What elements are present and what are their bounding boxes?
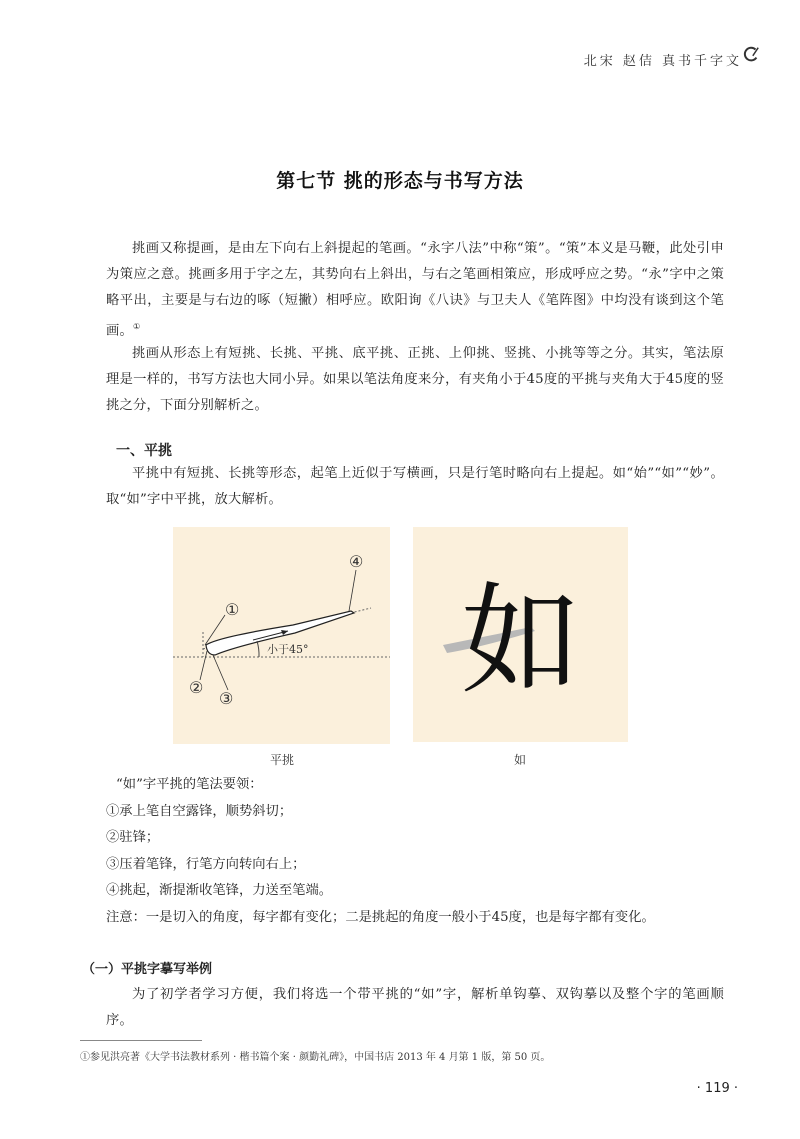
method-intro: “如”字平挑的笔法要领： bbox=[116, 777, 263, 792]
marker-4: ④ bbox=[349, 552, 364, 571]
method-step: ①承上笔自空露锋，顺势斜切； bbox=[106, 803, 293, 819]
footnote: ①参见洪亮著《大学书法教材系列 · 楷书篇个案 · 颜勤礼碑》，中国书店 2013 年 4 月第 1 版，第 50 页。 bbox=[80, 1052, 551, 1063]
section-paragraph: 平挑中有短挑、长挑等形态，起笔上近似于写横画，只是行笔时略向右上提起。如“始”“如”“妙”。取“如”字中平挑，放大解析。 bbox=[106, 466, 724, 507]
section-heading: 一、平挑 bbox=[116, 443, 172, 459]
figure-caption-left: 平挑 bbox=[269, 753, 294, 767]
method-note: 注意：一是切入的角度，每字都有变化；二是挑起的角度一般小于45度，也是每字都有变化。 bbox=[106, 909, 655, 925]
method-step: ③压着笔锋，行笔方向转向右上； bbox=[106, 856, 306, 872]
subsection-heading: （一）平挑字摹写举例 bbox=[82, 962, 213, 977]
method-list bbox=[106, 772, 655, 931]
running-header: 北宋 赵佶 真书千字文 bbox=[583, 54, 742, 69]
header-logo-icon bbox=[742, 45, 760, 63]
figure-stroke-diagram bbox=[173, 527, 390, 744]
figure-caption-right: 如 bbox=[513, 753, 526, 767]
footnote-divider bbox=[80, 1040, 202, 1041]
marker-3: ③ bbox=[219, 689, 234, 708]
method-step: ④挑起，渐提渐收笔锋，力送至笔端。 bbox=[106, 883, 333, 898]
page-number: · 119 · bbox=[696, 1081, 738, 1096]
intro-paragraph-2: 挑画从形态上有短挑、长挑、平挑、底平挑、正挑、上仰挑、竖挑、小挑等等之分。其实，笔法原理是一样的，书写方法也大同小异。如果以笔法角度来分，有夹角小于45度的平挑与夹角大于45度的竖挑之分，下面分别解析之。 bbox=[106, 346, 724, 413]
page-title: 第七节 挑的形态与书写方法 bbox=[276, 170, 524, 192]
character-glyph: 如 bbox=[461, 572, 581, 711]
marker-1: ① bbox=[225, 600, 240, 619]
stroke-diagram-svg bbox=[173, 527, 390, 744]
character-example-svg bbox=[413, 527, 628, 742]
method-step: ②驻锋； bbox=[106, 830, 160, 845]
intro-paragraph-1: 挑画又称提画，是由左下向右上斜提起的笔画。“永字八法”中称“策”。“策”本义是马鞭，此处引申为策应之意。挑画多用于字之左，其势向右上斜出，与右之笔画相策应，形成呼应之势。“永”字中之策略平出，主要是与右边的啄（短撇）相呼应。欧阳询《八诀》与卫夫人《笔阵图》中均没有谈到这个笔画。① bbox=[106, 241, 724, 339]
figure-character-example bbox=[413, 527, 628, 742]
marker-2: ② bbox=[189, 678, 204, 697]
angle-label: 小于45° bbox=[267, 643, 309, 656]
subsection-paragraph: 为了初学者学习方便，我们将选一个带平挑的“如”字，解析单钩摹、双钩摹以及整个字的笔画顺序。 bbox=[106, 987, 724, 1028]
footnote-ref: ① bbox=[133, 322, 141, 331]
